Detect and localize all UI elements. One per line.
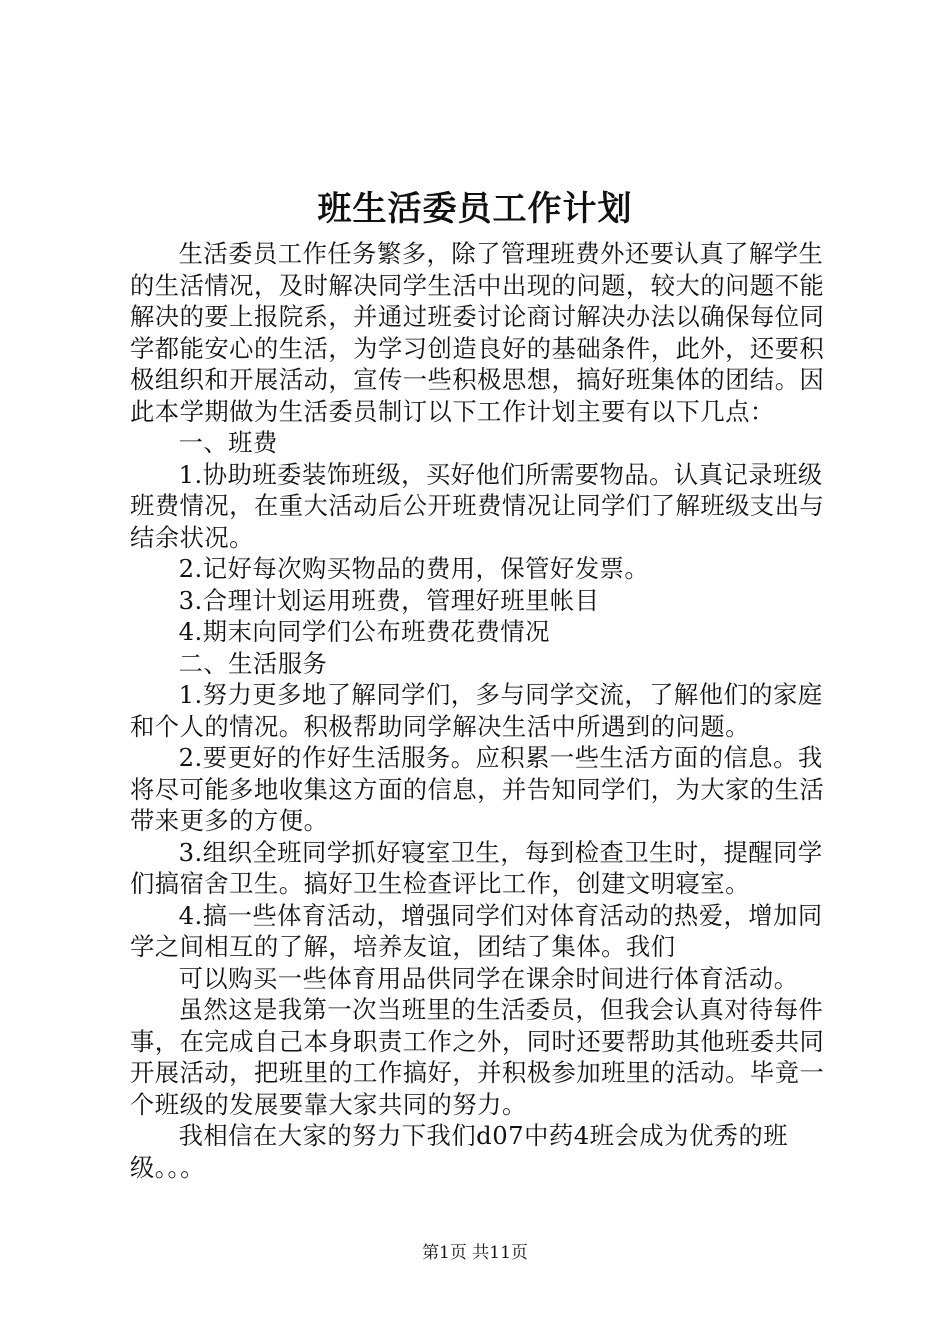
page-footer: 第1页 共11页 [422, 1243, 528, 1263]
list-item: 3.组织全班同学抓好寝室卫生，每到检查卫生时，提醒同学们搞宿舍卫生。搞好卫生检查评比工作，创建文明寝室。 [130, 837, 823, 898]
paragraph: 可以购买一些体育用品供同学在课余时间进行体育活动。 [178, 963, 799, 993]
section-heading-life-service: 二、生活服务 [178, 648, 328, 678]
list-item: 1.协助班委装饰班级，买好他们所需要物品。认真记录班级班费情况，在重大活动后公开班费情况让同学们了解班级支出与结余状况。 [130, 459, 825, 552]
paragraph-intro: 生活委员工作任务繁多，除了管理班费外还要认真了解学生的生活情况，及时解决同学生活中出现的问题，较大的问题不能解决的要上报院系，并通过班委讨论商讨解决办法以确保每位同学都能安心的生活，为学习创造良好的基础条件，此外，还要积极组织和开展活动，宣传一些积极思想，搞好班集体的团结。因此本学期做为生活委员制订以下工作计划主要有以下几点： [130, 239, 825, 426]
document-body [130, 238, 830, 1183]
section-heading-class-fund: 一、班费 [178, 428, 278, 457]
document-title: 班生活委员工作计划 [317, 189, 633, 229]
list-item: 3.合理计划运用班费，管理好班里帐目 [178, 585, 600, 615]
list-item: 4.期末向同学们公布班费花费情况 [178, 617, 550, 646]
paragraph: 虽然这是我第一次当班里的生活委员，但我会认真对待每件事，在完成自己本身职责工作之外，同时还要帮助其他班委共同开展活动，把班里的工作搞好，并积极参加班里的活动。毕竟一个班级的发展要靠大家共同的努力。 [130, 995, 825, 1119]
list-item: 1.努力更多地了解同学们，多与同学交流，了解他们的家庭和个人的情况。积极帮助同学解决生活中所遇到的问题。 [130, 680, 823, 741]
list-item: 4.搞一些体育活动，增强同学们对体育活动的热爱，增加同学之间相互的了解，培养友谊，团结了集体。我们 [130, 900, 823, 961]
paragraph-closing: 我相信在大家的努力下我们d07中药4班会成为优秀的班级。。。 [130, 1121, 789, 1182]
list-item: 2.要更好的作好生活服务。应积累一些生活方面的信息。我将尽可能多地收集这方面的信息，并告知同学们，为大家的生活带来更多的方便。 [130, 743, 825, 835]
list-item: 2.记好每次购买物品的费用，保管好发票。 [178, 554, 650, 583]
